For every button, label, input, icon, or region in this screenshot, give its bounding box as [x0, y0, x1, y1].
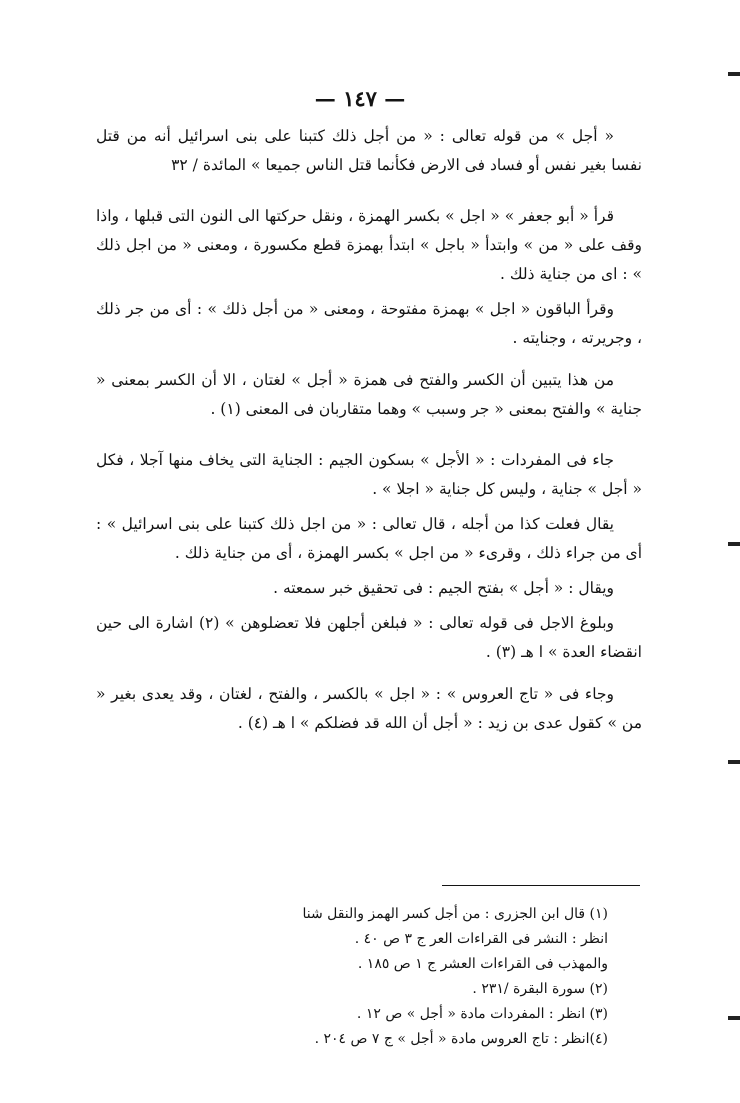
paragraph-5: جاء فى المفردات : « الأجل » بسكون الجيم : الجناية التى يخاف منها آجلا ، فكل « أجل » جناية ، وليس كل جناية « اجلا » . [96, 451, 642, 498]
scan-edge-mark [728, 1016, 740, 1020]
footnote-4: (٤)انظر : تاج العروس مادة « أجل » ج ٧ ص ٢٠٤ . [314, 1031, 608, 1047]
paragraph-6: يقال فعلت كذا من أجله ، قال تعالى : « من اجل ذلك كتبنا على بنى اسرائيل » : أى من جراء ذلك ، وقرىء « من اجل » بكسر الهمزة ، أى من جناية ذلك . [96, 515, 642, 562]
footnote-1-line-3: والمهذب فى القراءات العشر ج ١ ص ١٨٥ . [357, 956, 608, 972]
scan-edge-mark [728, 760, 740, 764]
paragraph-4: من هذا يتبين أن الكسر والفتح فى همزة « أجل » لغتان ، الا أن الكسر بمعنى « جناية » والفتح بمعنى « جر وسبب » وهما متقاربان فى المعنى (١) . [96, 371, 642, 418]
paragraph-1: « أجل » من قوله تعالى : « من أجل ذلك كتبنا على بنى اسرائيل أنه من قتل نفسا بغير نفس أو فساد فى الارض فكأنما قتل الناس جميعا » المائدة / ٣٢ [96, 127, 642, 174]
paragraph-8: وبلوغ الاجل فى قوله تعالى : « فبلغن أجلهن فلا تعضلوهن » (٢) اشارة الى حين انقضاء العدة » ا هـ (٣) . [96, 614, 642, 661]
scan-edge-mark [728, 72, 740, 76]
footnote-2: (٢) سورة البقرة /٢٣١ . [472, 981, 608, 997]
paragraph-2: قرأ « أبو جعفر » « اجل » بكسر الهمزة ، ونقل حركتها الى النون التى قبلها ، واذا وقف على « من » وابتدأ « باجل » ابتدأ بهمزة قطع مكسورة ، ومعنى « من اجل ذلك » : اى من جناية ذلك . [96, 207, 642, 283]
body-text [96, 122, 642, 738]
scan-edge-mark [728, 542, 740, 546]
footnote-divider [442, 885, 640, 886]
page-number: — ١٤٧ — [314, 86, 406, 111]
paragraph-3: وقرأ الباقون « اجل » بهمزة مفتوحة ، ومعنى « من أجل ذلك » : أى من جر ذلك ، وجريرته ، وجنايته . [96, 300, 642, 347]
footnotes [150, 902, 608, 1052]
paragraph-7: ويقال : « أجل » بفتح الجيم : فى تحقيق خبر سمعته . [273, 579, 614, 597]
paragraph-9: وجاء فى « تاج العروس » : « اجل » بالكسر ، والفتح ، لغتان ، وقد يعدى بغير « من » كقول عدى بن زيد : « أجل أن الله قد فضلكم » ا هـ (٤) . [96, 685, 642, 732]
footnote-1-line-1: (١) قال ابن الجزرى : من أجل كسر الهمز والنقل شنا [302, 906, 608, 922]
footnote-3: (٣) انظر : المفردات مادة « أجل » ص ١٢ . [356, 1006, 608, 1022]
footnote-1-line-2: انظر : النشر فى القراءات العر ج ٣ ص ٤٠ . [354, 931, 608, 947]
